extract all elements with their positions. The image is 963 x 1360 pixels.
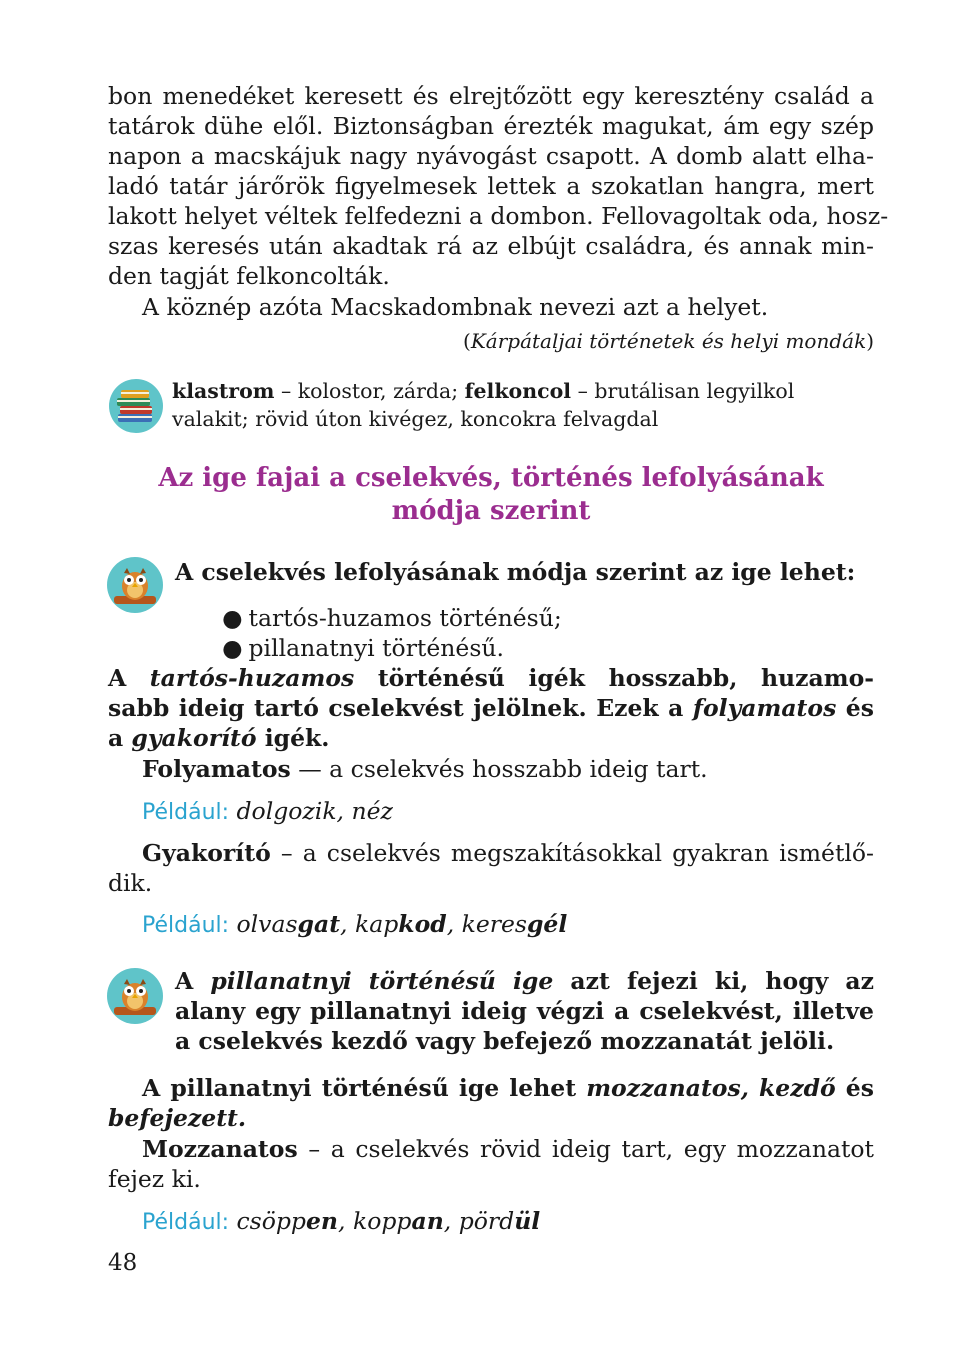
section-title: Az ige fajai a cselekvés, történés lefolyásának módja szerint xyxy=(158,463,824,526)
bullet-icon: ● xyxy=(222,634,243,662)
vocab-line-2: valakit; rövid úton kivégez, koncokra felvagdal xyxy=(172,407,659,431)
paragraph-line: befejezett. xyxy=(108,1104,247,1132)
story-line: napon a macskájuk nagy nyávogást csapott. A domb alatt elha- xyxy=(108,142,874,170)
bullet-icon: ● xyxy=(222,604,243,632)
story-line: lakott helyet véltek felfedezni a dombon. Fellovagoltak oda, hosz- xyxy=(108,202,889,230)
list-item: ● pillanatnyi történésű. xyxy=(222,634,504,662)
definition-line: Gyakorító – a cselekvés megszakításokkal gyakran ismétlő- xyxy=(142,839,874,867)
example-line: Például: olvasgat, kapkod, keresgél xyxy=(142,910,568,938)
definition-line: Folyamatos — a cselekvés hosszabb ideig tart. xyxy=(142,755,708,783)
list-item: ● tartós-huzamos történésű; xyxy=(222,604,562,632)
definition-line: fejez ki. xyxy=(108,1165,201,1193)
rule-text: alany egy pillanatnyi ideig végzi a cselekvést, illetve xyxy=(175,997,874,1025)
paragraph-line: a gyakorító igék. xyxy=(108,724,330,752)
example-line: Például: dolgozik, néz xyxy=(142,797,393,825)
rule-text: a cselekvés kezdő vagy befejező mozzanatát jelöli. xyxy=(175,1027,835,1055)
vocab-line-1: klastrom – kolostor, zárda; felkoncol – brutálisan legyilkol xyxy=(172,379,795,403)
story-line: ladó tatár járőrök figyelmesek lettek a szokatlan hangra, mert xyxy=(108,172,874,200)
paragraph-line: sabb ideig tartó cselekvést jelölnek. Ezek a folyamatos és xyxy=(108,694,874,722)
definition-line: Mozzanatos – a cselekvés rövid ideig tart, egy mozzanatot xyxy=(142,1135,874,1163)
story-line: den tagját felkoncolták. xyxy=(108,262,390,290)
definition-line: dik. xyxy=(108,869,153,897)
rule-text: A pillanatnyi történésű ige azt fejezi ki, hogy az xyxy=(175,967,874,995)
books-icon xyxy=(108,378,164,438)
example-line: Például: csöppen, koppan, pördül xyxy=(142,1207,541,1235)
paragraph-line: A pillanatnyi történésű ige lehet mozzanatos, kezdő és xyxy=(142,1074,874,1102)
story-line: bon menedéket keresett és elrejtőzött egy keresztény család a xyxy=(108,82,874,110)
paragraph-line: A tartós-huzamos történésű igék hosszabb, huzamo- xyxy=(108,664,874,692)
owl-icon xyxy=(106,967,164,1029)
story-source: (Kárpátaljai történetek és helyi mondák) xyxy=(463,329,874,353)
rule-text: A cselekvés lefolyásának módja szerint az ige lehet: xyxy=(175,558,856,586)
owl-icon xyxy=(106,556,164,618)
story-closing: A köznép azóta Macskadombnak nevezi azt a helyet. xyxy=(142,293,769,321)
story-line: tatárok dühe elől. Biztonságban érezték magukat, ám egy szép xyxy=(108,112,874,140)
page-number: 48 xyxy=(108,1250,138,1276)
story-line: szas keresés után akadtak rá az elbújt családra, és annak min- xyxy=(108,232,874,260)
